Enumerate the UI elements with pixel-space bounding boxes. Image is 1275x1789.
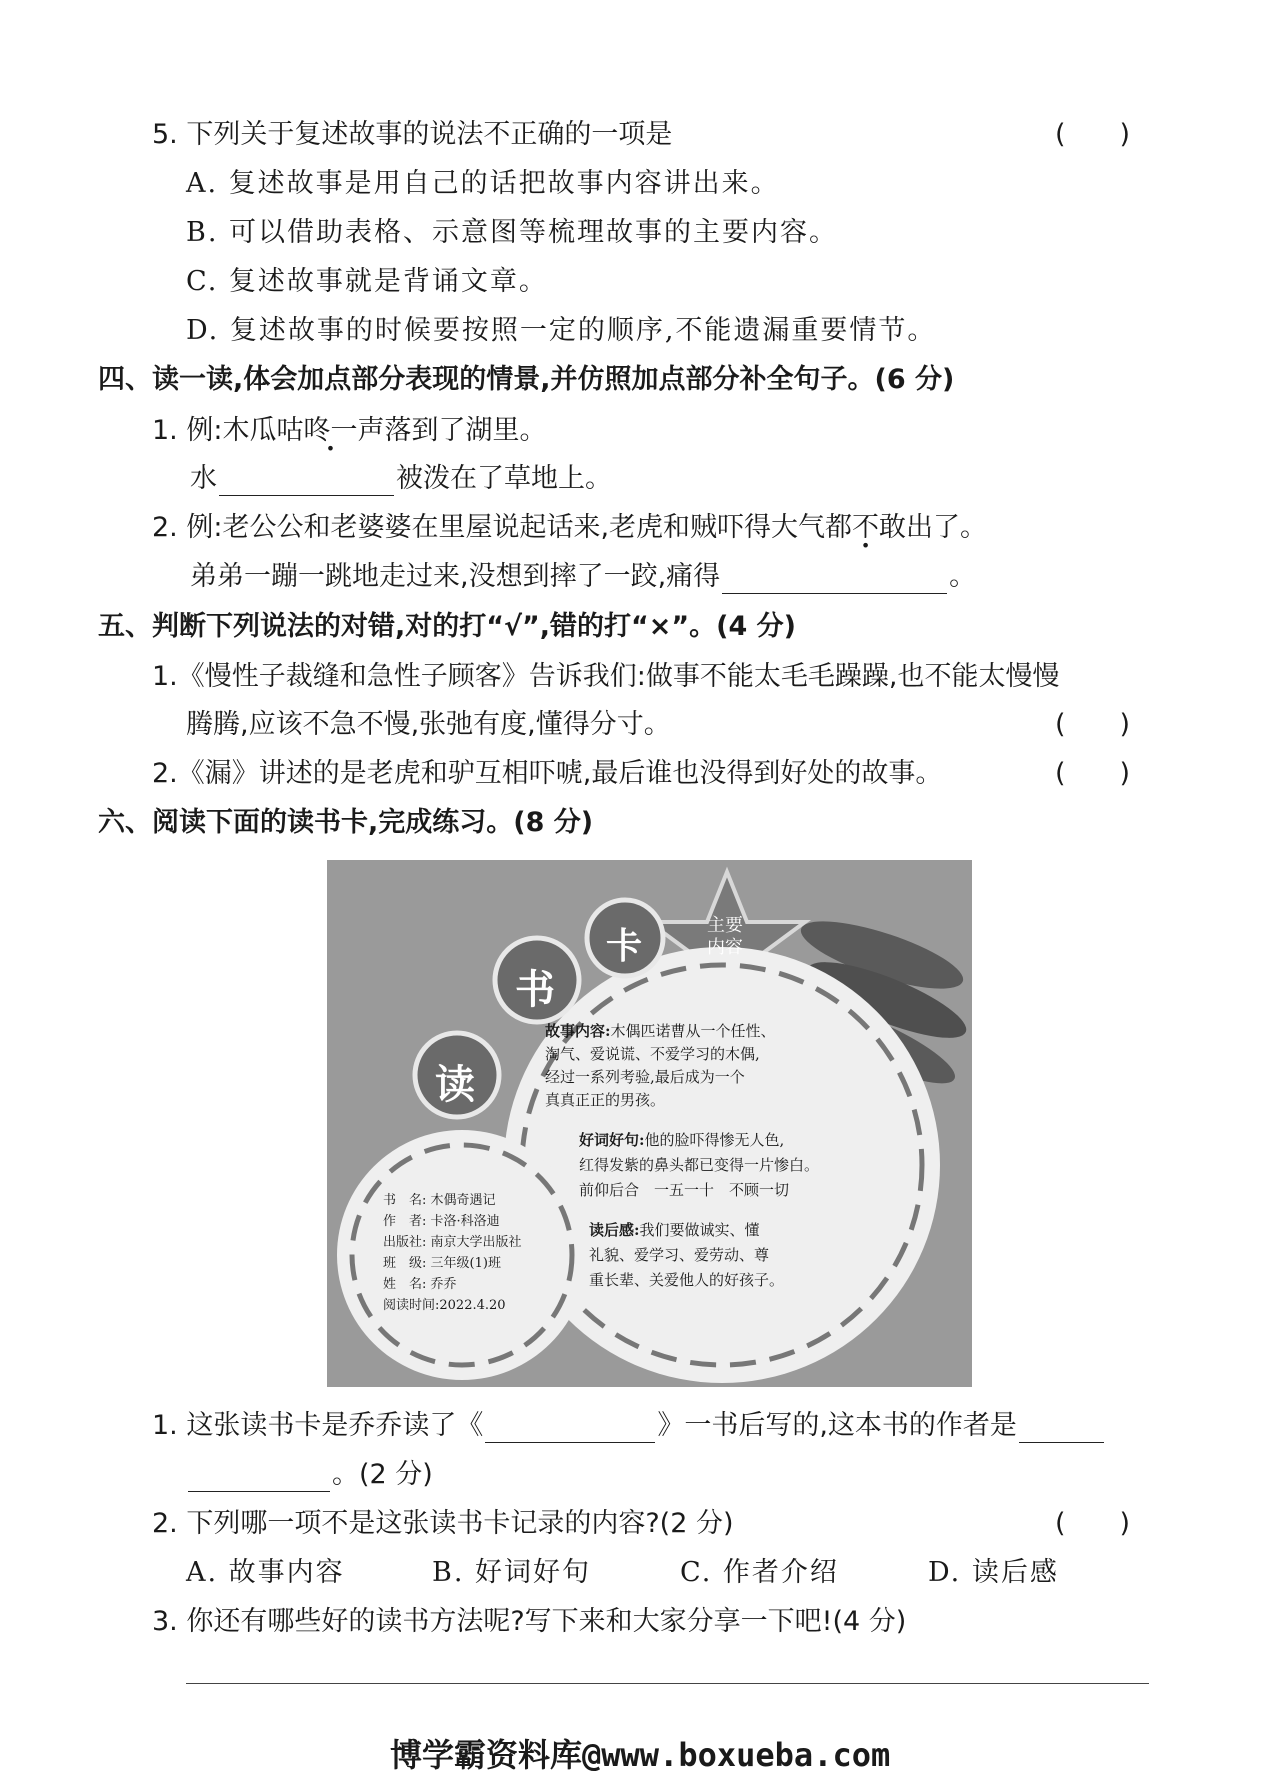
s4-q1-prefix: 1. 例:木瓜 (152, 415, 277, 446)
info-value: 乔乔 (430, 1277, 457, 1292)
card-feel (589, 1218, 784, 1293)
card-words (579, 1128, 819, 1203)
section-5-title: 五、判断下列说法的对错,对的打“√”,错的打“×”。(4 分) (98, 611, 796, 642)
s6-q1-part-c: 。(2 分) (332, 1459, 433, 1490)
star-label-1: 主要 (707, 915, 743, 936)
info-value: 2022.4.20 (439, 1298, 506, 1313)
info-row (383, 1253, 522, 1274)
words-label: 好词好句: (579, 1131, 645, 1149)
s4-q2-prefix: 2. 例:老公公和老婆婆在里屋说起话来,老虎和贼吓得 (152, 512, 772, 543)
s4-q1-example (152, 414, 546, 448)
info-key: 阅读时间: (383, 1298, 440, 1313)
info-row (383, 1232, 522, 1253)
feel-line-2: 礼貌、爱学习、爱劳动、尊 (589, 1246, 770, 1264)
info-key: 作 者: (383, 1214, 427, 1229)
info-key: 姓 名: (383, 1277, 427, 1292)
s6-q2-answer-paren[interactable]: ( ) (1055, 1508, 1131, 1539)
s6-q2-option-d: D. 读后感 (928, 1557, 1059, 1588)
story-line-3: 经过一系列考验,最后成为一个 (545, 1068, 745, 1086)
feel-line-3: 重长辈、关爱他人的好孩子。 (589, 1271, 785, 1289)
feel-label: 读后感: (589, 1221, 640, 1239)
info-value: 木偶奇遇记 (430, 1193, 496, 1208)
s4-q2-dotted: 大气都不敢出了 • (771, 511, 960, 545)
s6-q2-option-b: B. 好词好句 (432, 1557, 592, 1588)
section-4-title: 四、读一读,体会加点部分表现的情景,并仿照加点部分补全句子。(6 分) (98, 364, 955, 395)
footer-watermark: 博学霸资料库@www.boxueba.com (390, 1736, 891, 1774)
s6-q2-option-a: A. 故事内容 (186, 1557, 345, 1588)
story-label: 故事内容: (545, 1022, 611, 1040)
s6-q1-line1 (152, 1409, 1106, 1443)
story-line-4: 真真正正的男孩。 (545, 1091, 666, 1109)
star-label (707, 915, 743, 959)
card-book-info (383, 1190, 522, 1316)
s6-q3: 3. 你还有哪些好的读书方法呢?写下来和大家分享一下吧!(4 分) (152, 1606, 907, 1637)
s5-q1-line1: 1.《慢性子裁缝和急性子顾客》告诉我们:做事不能太毛毛躁躁,也不能太慢慢 (152, 661, 1060, 692)
s5-q2: 2.《漏》讲述的是老虎和驴互相吓唬,最后谁也没得到好处的故事。 (152, 758, 943, 789)
s4-q1-fill (190, 462, 612, 496)
info-key: 出版社: (383, 1235, 427, 1250)
s4-q2-fill-after: 。 (949, 561, 977, 592)
s4-q1-suffix: 落到了湖里。 (384, 415, 547, 446)
card-title-char-1: 读 (435, 1062, 475, 1108)
info-row (383, 1190, 522, 1211)
story-line-2: 淘气、爱说谎、不爱学习的木偶, (545, 1045, 760, 1063)
s4-q2-fill-before: 弟弟一蹦一跳地走过来,没想到摔了一跤,痛得 (190, 561, 721, 592)
info-row (383, 1295, 522, 1316)
q5-answer-paren[interactable]: ( ) (1055, 119, 1131, 150)
q5-option-b: B. 可以借助表格、示意图等梳理故事的主要内容。 (186, 217, 839, 248)
info-key: 班 级: (383, 1256, 427, 1271)
s6-q1-book-blank[interactable] (485, 1416, 655, 1443)
s4-q2-example (152, 511, 987, 545)
s6-q2-option-c: C. 作者介绍 (680, 1557, 839, 1588)
words-line-1: 他的脸吓得惨无人色, (644, 1131, 785, 1149)
q5-option-d: D. 复述故事的时候要按照一定的顺序,不能遗漏重要情节。 (186, 315, 937, 346)
s6-q1-author-blank[interactable] (1019, 1416, 1104, 1443)
q5-stem: 5. 下列关于复述故事的说法不正确的一项是 (152, 119, 673, 150)
s4-q1-fill-after: 被泼在了草地上。 (396, 463, 612, 494)
s4-q1-blank[interactable] (219, 469, 394, 496)
s6-q1-line2 (186, 1458, 433, 1492)
s6-q2-stem: 2. 下列哪一项不是这张读书卡记录的内容?(2 分) (152, 1508, 734, 1539)
q5-option-a: A. 复述故事是用自己的话把故事内容讲出来。 (186, 168, 780, 199)
info-value: 三年级(1)班 (430, 1256, 501, 1271)
reading-card (327, 860, 972, 1387)
card-story (545, 1020, 776, 1112)
s4-q2-suffix: 。 (960, 512, 988, 543)
info-row (383, 1274, 522, 1295)
words-line-2: 红得发紫的鼻头都已变得一片惨白。 (579, 1156, 820, 1174)
section-6-title: 六、阅读下面的读书卡,完成练习。(8 分) (98, 807, 594, 838)
info-key: 书 名: (383, 1193, 427, 1208)
s4-q2-blank[interactable] (722, 567, 947, 594)
info-value: 南京大学出版社 (430, 1235, 522, 1250)
s4-q1-fill-before: 水 (190, 463, 217, 494)
s4-q2-fill (190, 560, 976, 594)
answer-line[interactable] (186, 1683, 1149, 1684)
s4-q1-dotted: 咕咚一声 (276, 415, 385, 446)
s6-q1-part-a: 1. 这张读书卡是乔乔读了《 (152, 1410, 484, 1441)
card-title-char-3: 卡 (606, 926, 643, 967)
s6-q1-author-blank-2[interactable] (188, 1465, 330, 1492)
star-label-2: 内容 (707, 937, 743, 958)
info-row (383, 1211, 522, 1232)
s5-q1-answer-paren[interactable]: ( ) (1055, 709, 1131, 740)
q5-option-c: C. 复述故事就是背诵文章。 (186, 266, 548, 297)
feel-line-1: 我们要做诚实、懂 (639, 1221, 760, 1239)
s6-q1-part-b: 》一书后写的,这本书的作者是 (657, 1410, 1017, 1441)
words-line-3: 前仰后合 一五一十 不顾一切 (579, 1181, 790, 1199)
story-line-1: 木偶匹诺曹从一个任性、 (610, 1022, 776, 1040)
card-title-char-2: 书 (515, 967, 555, 1013)
s5-q1-line2: 腾腾,应该不急不慢,张弛有度,懂得分寸。 (186, 709, 671, 740)
s5-q2-answer-paren[interactable]: ( ) (1055, 758, 1131, 789)
info-value: 卡洛·科洛迪 (430, 1214, 500, 1229)
